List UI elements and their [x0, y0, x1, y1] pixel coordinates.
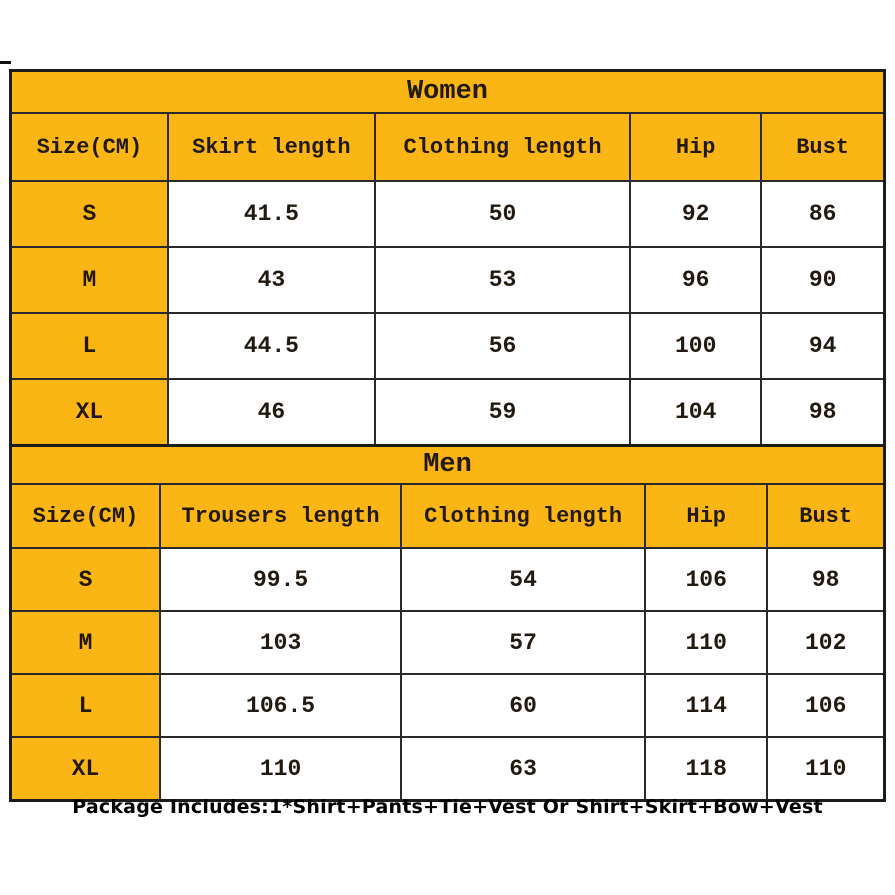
women-row-xl: [11, 379, 885, 446]
women-column-header-bust: Bust: [761, 113, 884, 181]
value-cell: 106.5: [160, 674, 401, 737]
value-cell: 106: [767, 674, 884, 737]
men-column-header-clothing-length: Clothing length: [401, 484, 645, 548]
value-cell: 110: [767, 737, 884, 801]
value-cell: 118: [645, 737, 767, 801]
men-header-row: [11, 484, 885, 548]
men-table-title: Men: [11, 446, 885, 485]
value-cell: 110: [645, 611, 767, 674]
package-includes-note: Package Includes:1*Shirt+Pants+Tie+Vest Or Shirt+Skirt+Bow+Vest: [72, 796, 823, 818]
men-row-m: [11, 611, 885, 674]
value-cell: 106: [645, 548, 767, 611]
women-column-header-hip: Hip: [630, 113, 761, 181]
value-cell: 50: [375, 181, 630, 247]
value-cell: 54: [401, 548, 645, 611]
value-cell: 99.5: [160, 548, 401, 611]
men-column-header-hip: Hip: [645, 484, 767, 548]
value-cell: 53: [375, 247, 630, 313]
value-cell: 114: [645, 674, 767, 737]
size-cell: XL: [11, 737, 160, 801]
men-size-table: [9, 444, 886, 802]
value-cell: 56: [375, 313, 630, 379]
value-cell: 59: [375, 379, 630, 446]
men-row-s: [11, 548, 885, 611]
value-cell: 104: [630, 379, 761, 446]
size-cell: S: [11, 548, 160, 611]
men-column-header-bust: Bust: [767, 484, 884, 548]
women-size-table: [9, 69, 886, 447]
value-cell: 41.5: [168, 181, 375, 247]
value-cell: 86: [761, 181, 884, 247]
value-cell: 100: [630, 313, 761, 379]
value-cell: 90: [761, 247, 884, 313]
size-cell: L: [11, 674, 160, 737]
value-cell: 96: [630, 247, 761, 313]
men-column-header-size: Size(CM): [11, 484, 160, 548]
value-cell: 92: [630, 181, 761, 247]
men-row-l: [11, 674, 885, 737]
men-column-header-trousers-length: Trousers length: [160, 484, 401, 548]
value-cell: 63: [401, 737, 645, 801]
size-cell: XL: [11, 379, 168, 446]
size-cell: M: [11, 247, 168, 313]
women-column-header-clothing-length: Clothing length: [375, 113, 630, 181]
value-cell: 60: [401, 674, 645, 737]
value-cell: 44.5: [168, 313, 375, 379]
men-title-row: [11, 446, 885, 485]
women-column-header-skirt-length: Skirt length: [168, 113, 375, 181]
value-cell: 103: [160, 611, 401, 674]
women-table-title: Women: [11, 71, 885, 114]
corner-tick-mark: [0, 61, 11, 64]
size-cell: L: [11, 313, 168, 379]
women-column-header-size: Size(CM): [11, 113, 168, 181]
women-header-row: [11, 113, 885, 181]
value-cell: 57: [401, 611, 645, 674]
value-cell: 46: [168, 379, 375, 446]
women-row-s: [11, 181, 885, 247]
value-cell: 102: [767, 611, 884, 674]
women-row-l: [11, 313, 885, 379]
value-cell: 94: [761, 313, 884, 379]
men-row-xl: [11, 737, 885, 801]
women-title-row: [11, 71, 885, 114]
size-cell: S: [11, 181, 168, 247]
size-cell: M: [11, 611, 160, 674]
value-cell: 98: [767, 548, 884, 611]
value-cell: 110: [160, 737, 401, 801]
value-cell: 98: [761, 379, 884, 446]
value-cell: 43: [168, 247, 375, 313]
women-row-m: [11, 247, 885, 313]
